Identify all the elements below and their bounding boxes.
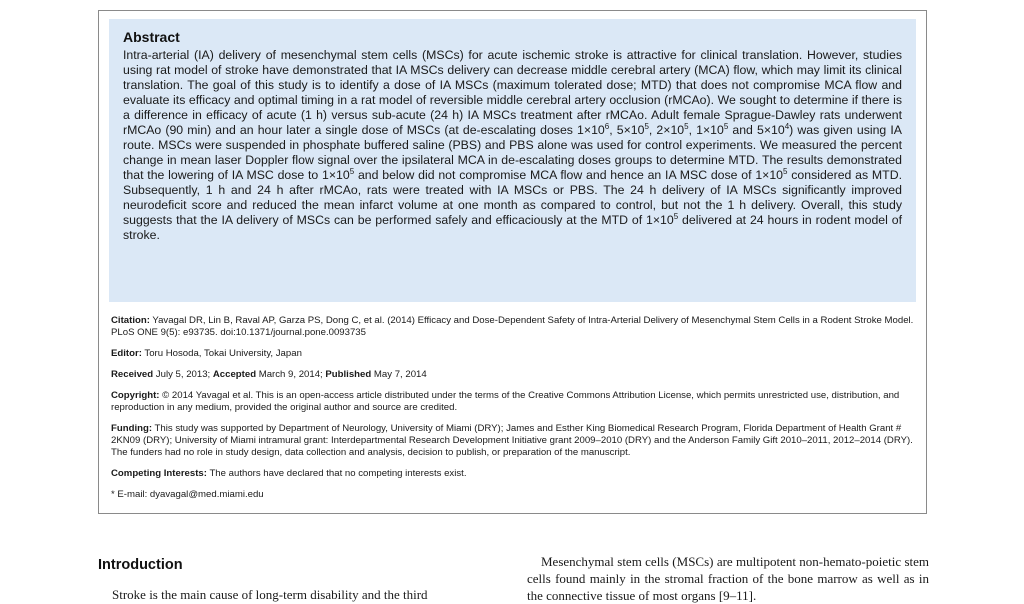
editor: Editor: Toru Hosoda, Tokai University, Japan — [111, 348, 302, 359]
dates: Received July 5, 2013; Accepted March 9, 2014; Published May 7, 2014 — [111, 369, 427, 380]
article-metadata — [111, 315, 916, 510]
abstract-text: Intra-arterial (IA) delivery of mesenchymal stem cells (MSCs) for acute ischemic stroke is attractive for clinical translation. However, studies using rat model of stroke have demonstrated that IA MSCs delivery can decrease middle cerebral artery (MCA) flow, which may limit its clinical translation. The goal of this study is to identify a dose of IA MSCs (maximum tolerated dose; MTD) that does not compromise MCA flow and evaluate its efficacy and optimal timing in a rat model of reversible middle cerebral artery occlusion (rMCAo). We sought to determine if there is a difference in efficacy of acute (1 h) versus sub-acute (24 h) IA MSCs treatment after rMCAo. Adult female Sprague-Dawley rats underwent rMCAo (90 min) and an hour later a single dose of MSCs (at de-escalating doses $1\times 10^6$, $5\times 10^5$, $2\times 10^5$, $1\times 10^5$ and $5\times 10^4$) was given using IA route. MSCs were suspended in phosphate buffered saline (PBS) and PBS alone was used for control experiments. We measured the percent change in mean laser Doppler flow signal over the ipsilateral MCA in de-escalating doses groups to determine MTD. The results demonstrated that the lowering of IA MSC dose to $1\times 10^5$ and below did not compromise MCA flow and hence an IA MSC dose of $1\times 10^5$ considered as MTD. Subsequently, 1 h and 24 h after rMCAo, rats were treated with IA MSCs or PBS. The 24 h delivery of IA MSCs significantly improved neurodeficit score and reduced the mean infarct volume at one month as compared to control, but not the 1 h delivery. Overall, this study suggests that the IA delivery of MSCs can be performed safely and efficaciously at the MTD of $1\times 10^5$ delivered at 24 hours in rodent model of stroke. — [123, 48, 903, 242]
intro-left-column: Stroke is the main cause of long-term disability and the third — [112, 587, 428, 602]
introduction-heading: Introduction — [98, 557, 183, 573]
competing-interests: Competing Interests: The authors have declared that no competing interests exist. — [111, 468, 467, 479]
copyright: Copyright: © 2014 Yavagal et al. This is an open-access article distributed under the terms of the Creative Commons Attribution License, which permits unrestricted use, distribution, and reproduction in any medium, provided the original author and source are credited. — [111, 390, 900, 413]
abstract-box — [109, 19, 916, 302]
article-front-box — [98, 10, 927, 514]
funding: Funding: This study was supported by Department of Neurology, University of Miami (DRY); James and Esther King Biomedical Research Program, Florida Department of Health Grant # 2KN09 (DRY); University of Miami intramural grant: Interdepartmental Research Development Initiative grant 2009–2010 (DRY) and the Anderson Family Gift 2010–2011, 2012–2014 (DRY). The funders had no role in study design, data collection and analysis, decision to publish, or preparation of the manuscript. — [111, 423, 913, 458]
abstract-heading: Abstract — [123, 29, 180, 45]
citation: Citation: Yavagal DR, Lin B, Raval AP, Garza PS, Dong C, et al. (2014) Efficacy and Dose-Dependent Safety of Intra-Arterial Delivery of Mesenchymal Stem Cells in a Rodent Stroke Model. PLoS ONE 9(5): e93735. doi:10.1371/journal.pone.0093735 — [111, 315, 914, 338]
email-line: * E-mail: dyavagal@med.miami.edu — [111, 489, 264, 500]
intro-right-column: Mesenchymal stem cells (MSCs) are multipotent non-hemato-poietic stem cells found mainly in the stromal fraction of the bone marrow as well as in the connective tissue of most organs [9–11]. — [527, 554, 929, 603]
